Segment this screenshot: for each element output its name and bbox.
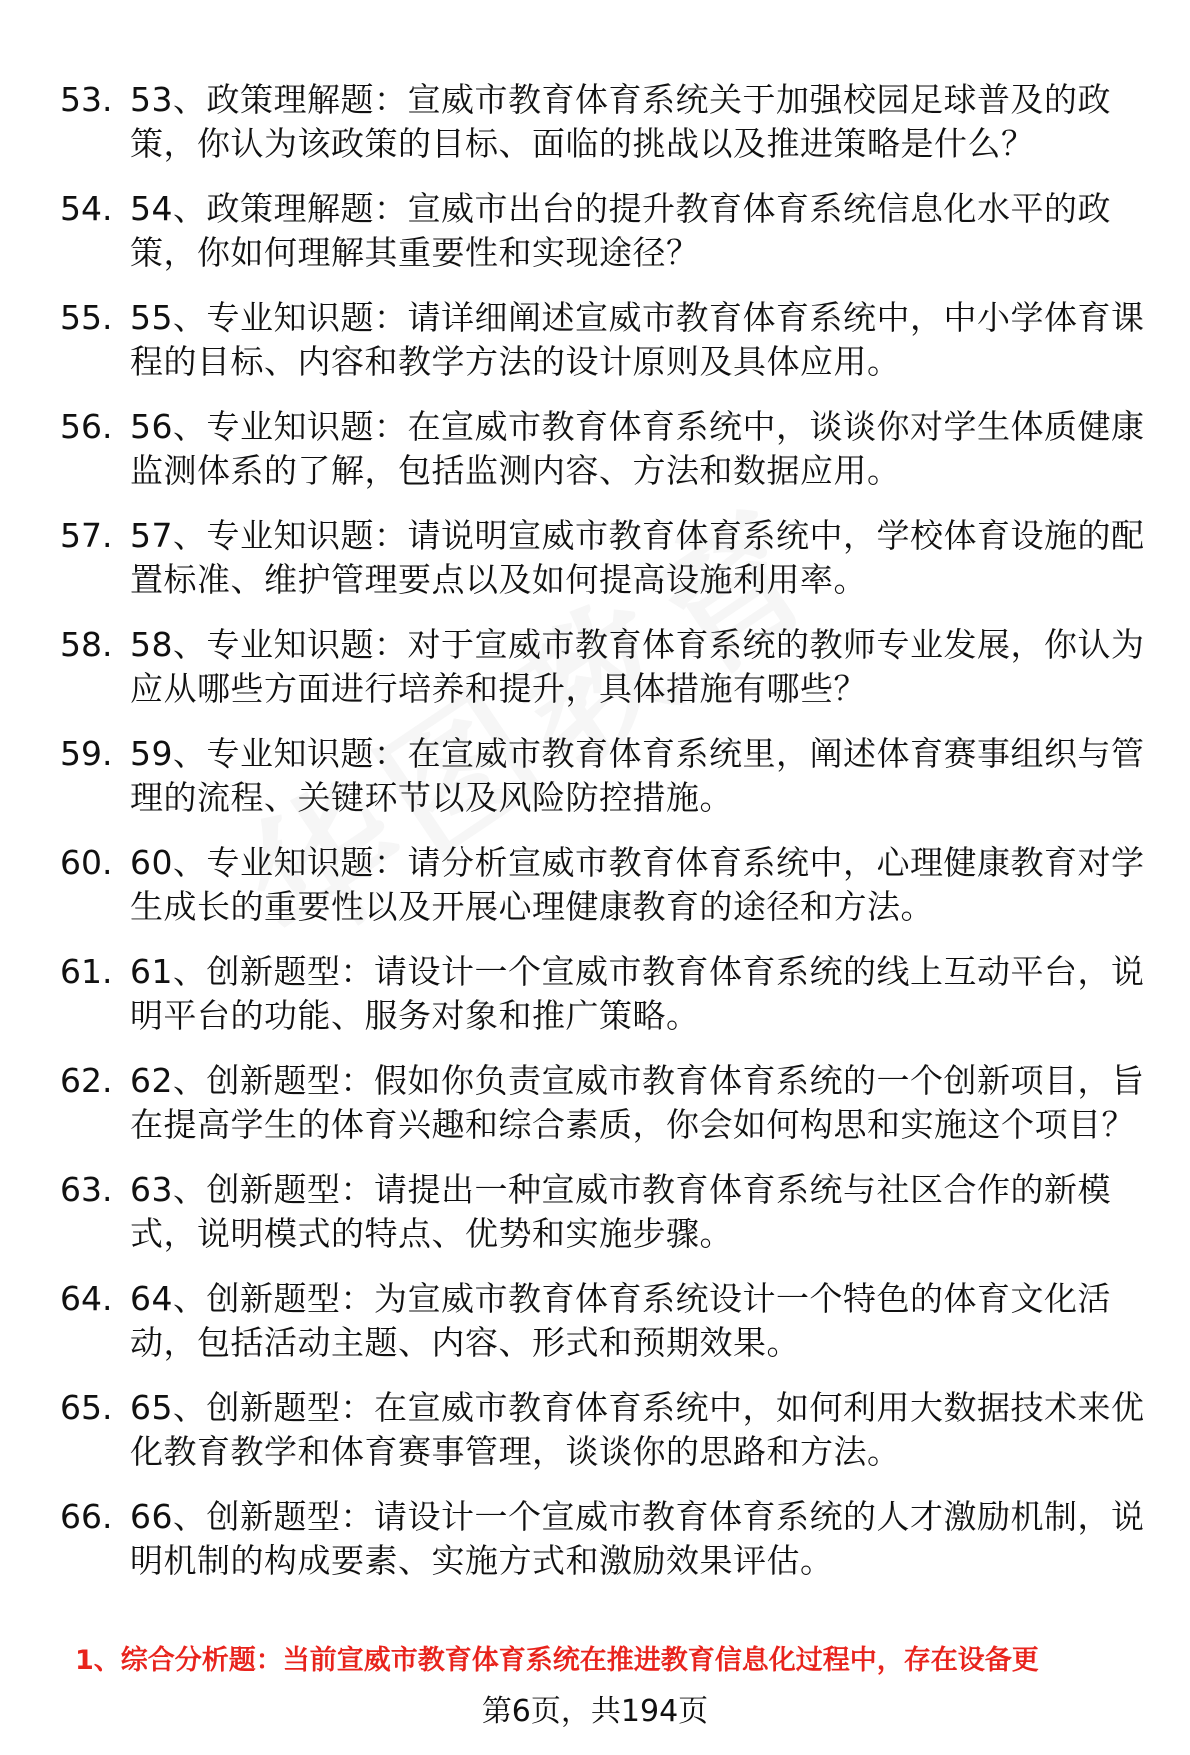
question-text: 60、专业知识题：请分析宣威市教育体育系统中，心理健康教育对学生成长的重要性以及开展心理健康教育的途径和方法。 <box>130 843 1145 926</box>
question-text: 57、专业知识题：请说明宣威市教育体育系统中，学校体育设施的配置标准、维护管理要点以及如何提高设施利用率。 <box>130 516 1145 599</box>
question-list <box>0 78 1190 1604</box>
question-number: 53. <box>60 80 113 119</box>
question-text: 58、专业知识题：对于宣威市教育体育系统的教师专业发展，你认为应从哪些方面进行培养和提升，具体措施有哪些？ <box>130 625 1145 708</box>
question-number: 55. <box>60 298 113 337</box>
question-text: 56、专业知识题：在宣威市教育体育系统中，谈谈你对学生体质健康监测体系的了解，包括监测内容、方法和数据应用。 <box>130 407 1145 490</box>
question-item <box>0 1386 1190 1474</box>
next-section-preview: 1、综合分析题：当前宣威市教育体育系统在推进教育信息化过程中，存在设备更 <box>75 1645 1039 1676</box>
question-item <box>0 623 1190 711</box>
question-number: 56. <box>60 407 113 446</box>
question-text: 55、专业知识题：请详细阐述宣威市教育体育系统中，中小学体育课程的目标、内容和教学方法的设计原则及具体应用。 <box>130 298 1145 381</box>
question-text: 54、政策理解题：宣威市出台的提升教育体育系统信息化水平的政策，你如何理解其重要性和实现途径？ <box>130 189 1111 272</box>
question-item <box>0 296 1190 384</box>
question-number: 59. <box>60 734 113 773</box>
question-text: 63、创新题型：请提出一种宣威市教育体育系统与社区合作的新模式，说明模式的特点、优势和实施步骤。 <box>130 1170 1111 1253</box>
question-number: 57. <box>60 516 113 555</box>
question-item <box>0 514 1190 602</box>
question-item <box>0 841 1190 929</box>
question-number: 61. <box>60 952 113 991</box>
question-text: 61、创新题型：请设计一个宣威市教育体育系统的线上互动平台，说明平台的功能、服务对象和推广策略。 <box>130 952 1145 1035</box>
question-item <box>0 950 1190 1038</box>
question-item <box>0 78 1190 166</box>
question-item <box>0 1495 1190 1583</box>
question-number: 63. <box>60 1170 113 1209</box>
question-text: 62、创新题型：假如你负责宣威市教育体育系统的一个创新项目，旨在提高学生的体育兴趣和综合素质，你会如何构思和实施这个项目？ <box>130 1061 1145 1144</box>
question-item <box>0 732 1190 820</box>
question-text: 64、创新题型：为宣威市教育体育系统设计一个特色的体育文化活动，包括活动主题、内容、形式和预期效果。 <box>130 1279 1111 1362</box>
question-text: 59、专业知识题：在宣威市教育体育系统里，阐述体育赛事组织与管理的流程、关键环节以及风险防控措施。 <box>130 734 1145 817</box>
question-item <box>0 187 1190 275</box>
question-number: 54. <box>60 189 113 228</box>
question-number: 65. <box>60 1388 113 1427</box>
question-number: 66. <box>60 1497 113 1536</box>
question-text: 65、创新题型：在宣威市教育体育系统中，如何利用大数据技术来优化教育教学和体育赛事管理，谈谈你的思路和方法。 <box>130 1388 1145 1471</box>
question-item <box>0 1059 1190 1147</box>
question-number: 58. <box>60 625 113 664</box>
question-number: 60. <box>60 843 113 882</box>
page-footer: 第6页，共194页 <box>481 1694 709 1729</box>
question-text: 53、政策理解题：宣威市教育体育系统关于加强校园足球普及的政策，你认为该政策的目标、面临的挑战以及推进策略是什么？ <box>130 80 1111 163</box>
question-item <box>0 1277 1190 1365</box>
question-number: 64. <box>60 1279 113 1318</box>
question-item <box>0 405 1190 493</box>
question-number: 62. <box>60 1061 113 1100</box>
question-item <box>0 1168 1190 1256</box>
question-text: 66、创新题型：请设计一个宣威市教育体育系统的人才激励机制，说明机制的构成要素、实施方式和激励效果评估。 <box>130 1497 1145 1580</box>
